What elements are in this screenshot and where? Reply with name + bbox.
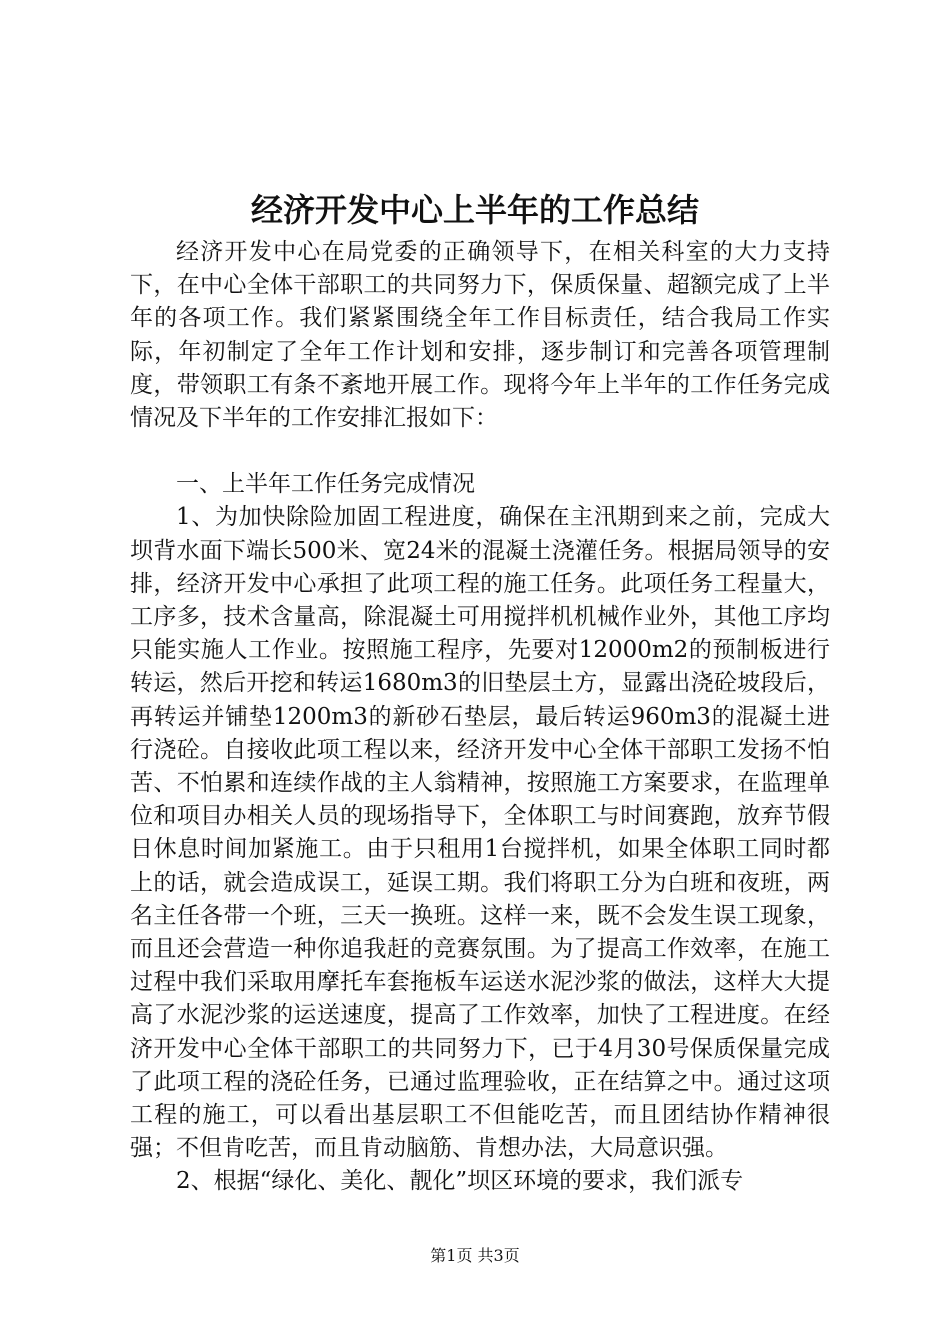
paragraph-spacer (130, 435, 830, 468)
document-body (130, 236, 830, 1199)
section-heading: 一、上半年工作任务完成情况 (176, 471, 475, 498)
page-footer: 第1页 共3页 (430, 1246, 520, 1265)
document-title: 经济开发中心上半年的工作总结 (250, 191, 699, 229)
intro-paragraph: 经济开发中心在局党委的正确领导下，在相关科室的大力支持下，在中心全体干部职工的共同努力下，保质保量、超额完成了上半年的各项工作。我们紧紧围绕全年工作目标责任，结合我局工作实际，年初制定了全年工作计划和安排，逐步制订和完善各项管理制度，带领职工有条不紊地开展工作。现将今年上半年的工作任务完成情况及下半年的工作安排汇报如下： (130, 239, 830, 432)
item-1-paragraph: 1、为加快除险加固工程进度，确保在主汛期到来之前，完成大坝背水面下端长500米、宽24米的混凝土浇灌任务。根据局领导的安排，经济开发中心承担了此项工程的施工任务。此项任务工程量大，工序多，技术含量高，除混凝土可用搅拌机机械作业外，其他工序均只能实施人工作业。按照施工程序，先要对12000m2的预制板进行转运，然后开挖和转运1680m3的旧垫层土方，显露出浇砼坡段后，再转运并铺垫1200m3的新砂石垫层，最后转运960m3的混凝土进行浇砼。自接收此项工程以来，经济开发中心全体干部职工发扬不怕苦、不怕累和连续作战的主人翁精神，按照施工方案要求，在监理单位和项目办相关人员的现场指导下，全体职工与时间赛跑，放弃节假日休息时间加紧施工。由于只租用1台搅拌机，如果全体职工同时都上的话，就会造成误工，延误工期。我们将职工分为白班和夜班，两名主任各带一个班，三天一换班。这样一来，既不会发生误工现象，而且还会营造一种你追我赶的竞赛氛围。为了提高工作效率，在施工过程中我们采取用摩托车套拖板车运送水泥沙浆的做法，这样大大提高了水泥沙浆的运送速度，提高了工作效率，加快了工程进度。在经济开发中心全体干部职工的共同努力下，已于4月30号保质保量完成了此项工程的浇砼任务，已通过监理验收，正在结算之中。通过这项工程的施工，可以看出基层职工不但能吃苦，而且团结协作精神很强；不但肯吃苦，而且肯动脑筋、肯想办法，大局意识强。 (130, 504, 830, 1162)
item-2-paragraph: 2、根据“绿化、美化、靓化”坝区环境的要求，我们派专 (176, 1168, 744, 1195)
